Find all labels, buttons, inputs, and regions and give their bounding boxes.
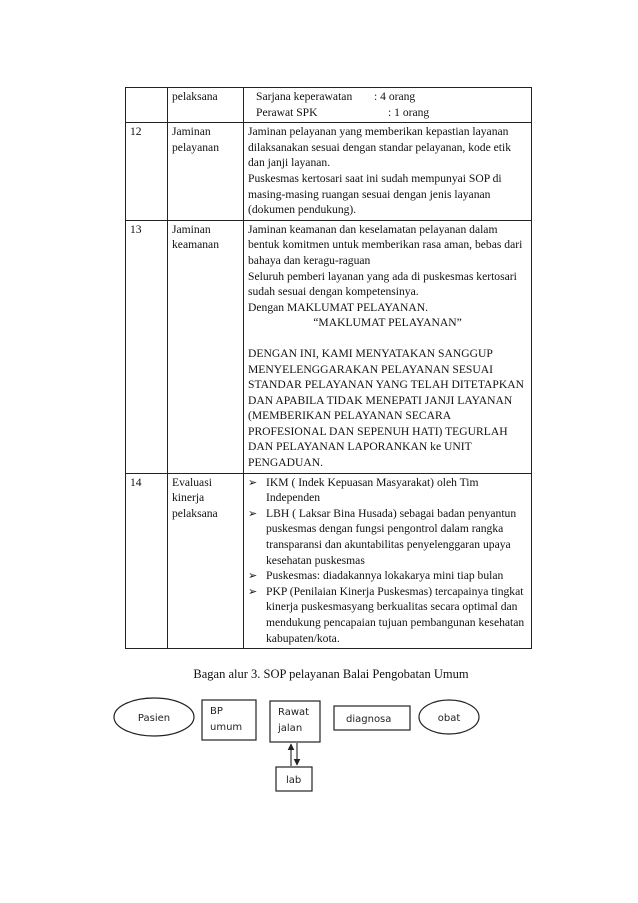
checkmark-arrow-icon: ➢ <box>248 506 258 520</box>
row-title: Jaminan <box>172 125 211 139</box>
flowchart-caption: Bagan alur 3. SOP pelayanan Balai Pengobatan Umum <box>193 667 469 681</box>
bp-umum-label: BP <box>210 706 223 717</box>
list-item: ➢ Puskesmas: diadakannya lokakarya mini tiap bulan <box>248 569 504 583</box>
row-title: Jaminan <box>172 222 211 236</box>
list-item: ➢ LBH ( Laksar Bina Husada) sebagai badan penyantun puskesmas dengan fungsi pengontrol dalam rangka transparansi dan akuntabilitas penyelenggaran upaya kesehatan puskesmas <box>248 506 517 567</box>
checkmark-arrow-icon: ➢ <box>248 584 258 598</box>
paragraph: Jaminan keamanan dan keselamatan pelayanan dalam bentuk komitmen untuk memberikan rasa aman, bebas dari bahaya dan keragu-raguan <box>248 222 523 267</box>
maklumat-heading: “MAKLUMAT PELAYANAN” <box>313 316 462 330</box>
pasien-label: Pasien <box>137 713 171 724</box>
checkmark-arrow-icon: ➢ <box>248 569 258 583</box>
obat-label: obat <box>437 713 461 724</box>
checkmark-arrow-icon: ➢ <box>248 475 258 489</box>
row-title: kinerja <box>172 491 205 505</box>
paragraph: Seluruh pemberi layanan yang ada di puskesmas kertosari sudah sesuai dengan kompetensinya. <box>248 269 517 299</box>
paragraph: Jaminan pelayanan yang memberikan kepastian layanan dilaksanakan sesuai dengan standar pelayanan, kode etik dan janji layanan. <box>248 125 512 170</box>
row-number: 13 <box>130 222 142 236</box>
row-number: 14 <box>130 475 142 489</box>
list-item: ➢ PKP (Penilaian Kinerja Puskesmas) tercapainya tingkat kinerja puskesmasyang berkualitas secara optimal dan mendukung pencapaian tujuan pembangunan kesehatan kabupaten/kota. <box>248 584 525 645</box>
list-item: ➢ IKM ( Indek Kepuasan Masyarakat) oleh Tim Independen <box>248 475 479 505</box>
paragraph: Puskesmas kertosari saat ini sudah mempunyai SOP di masing-masing ruangan sesuai dengan jenis layanan (dokumen pendukung). <box>248 171 502 217</box>
row-title: Evaluasi <box>172 475 212 489</box>
diagnosa-label: diagnosa <box>346 714 392 725</box>
row-title: keamanan <box>172 238 219 252</box>
staff-role: Perawat SPK <box>256 105 318 119</box>
staff-count: : 1 orang <box>388 105 430 119</box>
rawat-jalan-label: Rawat <box>278 707 310 718</box>
row-title: pelaksana <box>172 506 218 520</box>
maklumat-statement: DENGAN INI, KAMI MENYATAKAN SANGGUP MENYELENGGARAKAN PELAYANAN SESUAI STANDAR PELAYANAN YANG TELAH DITETAPKAN DAN APABILA TIDAK MENEPATI JANJI LAYANAN (MEMBERIKAN PELAYANAN SECARA PROFESIONAL DAN SEPENUH HATI) TEGURLAH DAN PELAYANAN LAPORANKAN ke UNIT PENGADUAN. <box>248 346 524 470</box>
lab-label: lab <box>286 775 302 786</box>
row-number: 12 <box>130 125 142 139</box>
row-title: pelayanan <box>172 140 219 154</box>
rawat-jalan-label: jalan <box>278 723 303 734</box>
staff-count: : 4 orang <box>374 90 416 103</box>
paragraph: Dengan MAKLUMAT PELAYANAN. <box>248 300 429 314</box>
row-title: pelaksana <box>172 90 218 103</box>
bp-umum-label: umum <box>210 722 243 733</box>
staff-role: Sarjana keperawatan <box>256 90 353 103</box>
